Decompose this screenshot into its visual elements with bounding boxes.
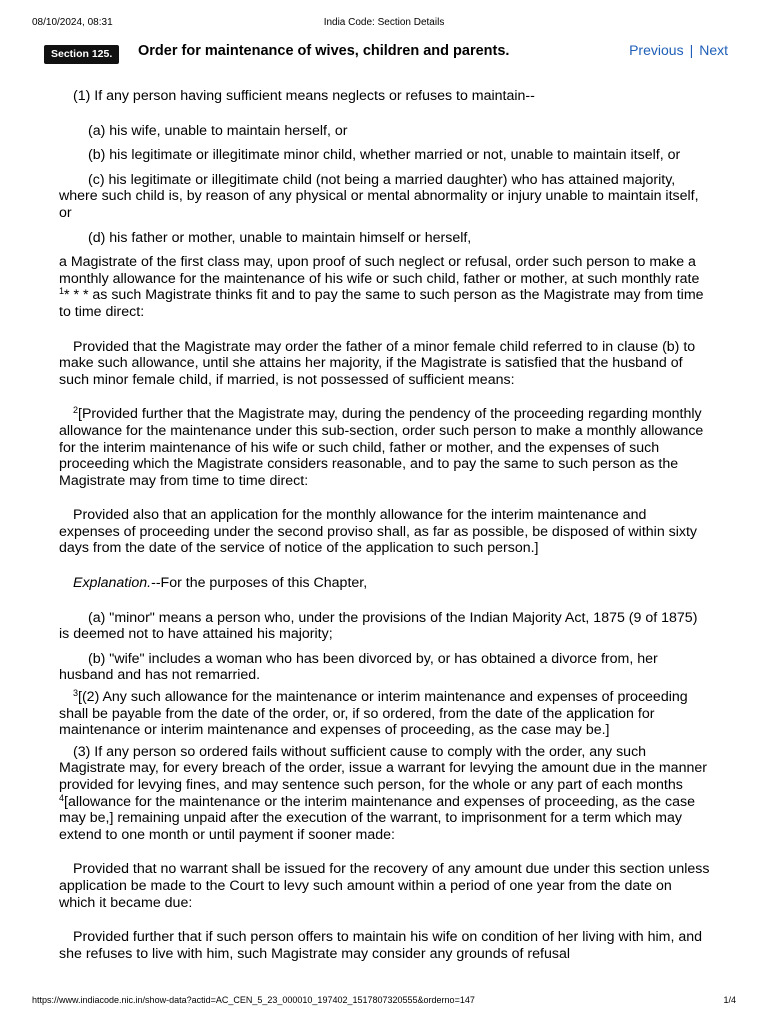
footnote-ref-3[interactable]: 3 bbox=[73, 688, 79, 699]
magistrate-order-paragraph: a Magistrate of the first class may, upon proof of such neglect or refusal, order such person to make a monthly allowance for the maintenance of his wife or such child, father or mother, at such monthly rate $^1$* * * as such Magistrate thinks fit and to pay the same to such person as the Magistrate may from time to time direct: bbox=[59, 254, 704, 320]
print-footer bbox=[32, 995, 736, 1009]
subsection-1-intro: (1) If any person having sufficient means neglects or refuses to maintain-- bbox=[73, 88, 535, 104]
section-header bbox=[44, 42, 728, 64]
next-link[interactable]: Next bbox=[699, 42, 728, 58]
previous-link[interactable]: Previous bbox=[629, 42, 684, 58]
print-datetime: 08/10/2024, 08:31 bbox=[32, 17, 113, 28]
proviso-2: $^2$[Provided further that the Magistrate may, during the pendency of the proceeding regarding monthly allowance for the maintenance under this sub-section, order such person to make a monthly allowance for the interim maintenance of his wife or such child, father or mother, and the expenses of such proceeding which the Magistrate considers reasonable, and to pay the same to such person as the Magistrate may from time to time direct: bbox=[59, 405, 704, 489]
clause-c: (c) his legitimate or illegitimate child (not being a married daughter) who has attained majority, where such child is, by reason of any physical or mental abnormality or injury unable to maintain itself, or bbox=[59, 171, 699, 221]
print-header bbox=[32, 17, 736, 31]
clause-d: (d) his father or mother, unable to maintain himself or herself, bbox=[88, 229, 472, 246]
page-url: https://www.indiacode.nic.in/show-data?actid=AC_CEN_5_23_000010_197402_1517807320555&orderno=147 bbox=[32, 995, 475, 1005]
subsection-3: (3) If any person so ordered fails without sufficient cause to comply with the order, any such Magistrate may, for every breach of the order, issue a warrant for levying the amount due in the manner provided for levying fines, and may sentence such person, for the whole or any part of each months $^4$[allowance for the maintenance or the interim maintenance and expenses of proceeding, as the case may be,] remaining unpaid after the execution of the warrant, to imprisonment for a term which may extend to one month or until payment if sooner made: bbox=[59, 743, 707, 843]
section-number-badge: Section 125. bbox=[44, 45, 119, 64]
proviso-5: Provided further that if such person offers to maintain his wife on condition of her living with him, and she refuses to live with him, such Magistrate may consider any grounds of refusal bbox=[59, 929, 703, 962]
subsection-2: $^3$[(2) Any such allowance for the maintenance or interim maintenance and expenses of proceeding shall be payable from the date of the order, or, if so ordered, from the date of the application for maintenance or interim maintenance and expenses of proceeding, as the case may be.] bbox=[59, 688, 688, 739]
proviso-1: Provided that the Magistrate may order the father of a minor female child referred to in clause (b) to make such allowance, until she attains her majority, if the Magistrate is satisfied that the husband of such minor female child, if married, is not possessed of sufficient means: bbox=[59, 338, 696, 388]
section-title: Order for maintenance of wives, children and parents. bbox=[138, 43, 510, 59]
clause-b: (b) his legitimate or illegitimate minor child, whether married or not, unable to maintain itself, or bbox=[88, 147, 681, 164]
footnote-ref-1[interactable]: 1 bbox=[59, 286, 65, 297]
footnote-ref-4[interactable]: 4 bbox=[59, 792, 65, 803]
print-page-title: India Code: Section Details bbox=[323, 17, 445, 28]
section-body bbox=[59, 88, 710, 962]
clause-a: (a) his wife, unable to maintain herself, or bbox=[88, 122, 348, 139]
page-number: 1/4 bbox=[723, 995, 736, 1005]
nav-separator: | bbox=[689, 42, 694, 58]
proviso-4: Provided that no warrant shall be issued for the recovery of any amount due under this section unless application be made to the Court to levy such amount within a period of one year from the date on which it became due: bbox=[59, 861, 710, 911]
section-nav bbox=[629, 42, 728, 58]
proviso-3: Provided also that an application for the monthly allowance for the interim maintenance and expenses of proceeding under the second proviso shall, as far as possible, be disposed of within sixty days from the date of the service of notice of the application to such person.] bbox=[59, 507, 698, 557]
footnote-ref-2[interactable]: 2 bbox=[73, 405, 79, 416]
explanation-minor: (a) "minor" means a person who, under the provisions of the Indian Majority Act, 1875 (9 of 1875) is deemed not to have attained his majority; bbox=[59, 609, 698, 643]
explanation-wife: (b) "wife" includes a woman who has been divorced by, or has obtained a divorce from, her husband and has not remarried. bbox=[59, 650, 658, 684]
explanation-heading: Explanation.--For the purposes of this Chapter, bbox=[73, 575, 368, 592]
